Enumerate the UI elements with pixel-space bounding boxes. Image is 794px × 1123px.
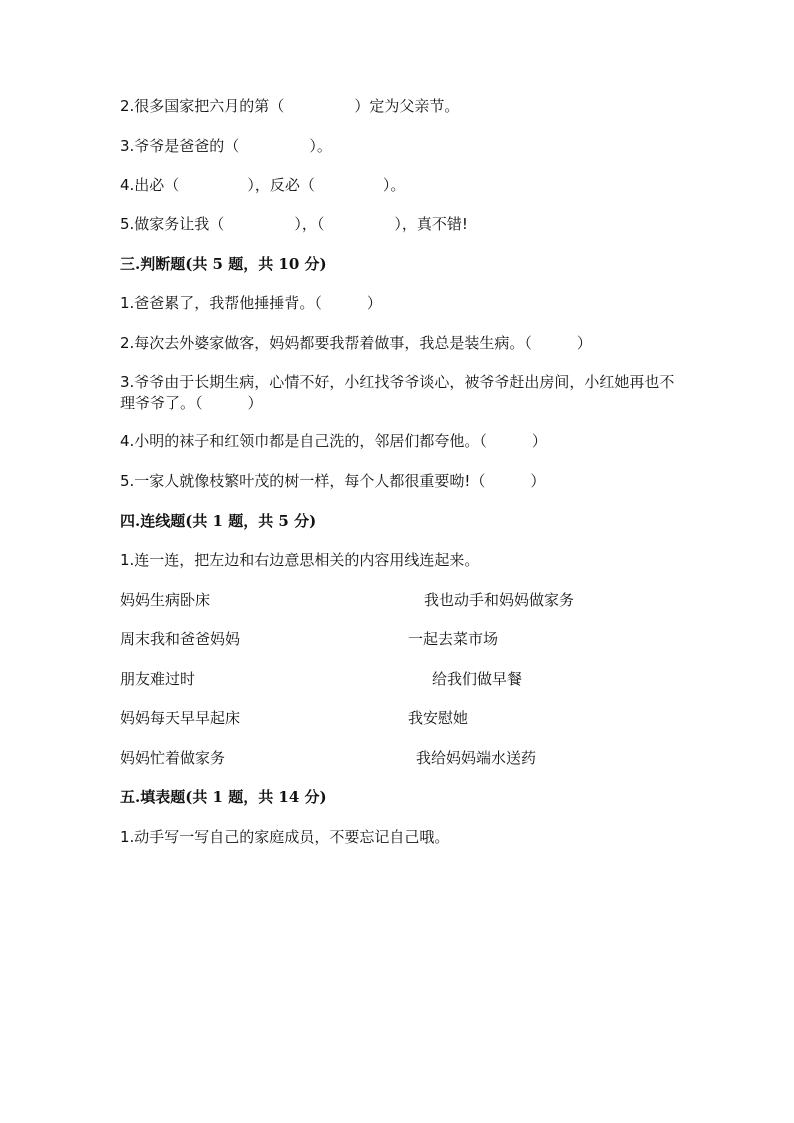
matching-right-item[interactable]: 我安慰她 — [408, 709, 469, 727]
judgment-item-1: 1.爸爸累了，我帮他捶捶背。（ ） — [120, 294, 382, 312]
matching-left-item[interactable]: 妈妈生病卧床 — [120, 591, 211, 609]
table-instruction: 1.动手写一写自己的家庭成员，不要忘记自己哦。 — [120, 828, 450, 846]
matching-right-item[interactable]: 我给妈妈端水送药 — [416, 749, 537, 767]
judgment-item-3: 3.爷爷由于长期生病，心情不好，小红找爷爷谈心，被爷爷赶出房间，小红她再也不理爷爷了。（ ） — [120, 373, 675, 412]
judgment-item-4: 4.小明的袜子和红领巾都是自己洗的，邻居们都夸他。（ ） — [120, 432, 547, 450]
judgment-item-2: 2.每次去外婆家做客，妈妈都要我帮着做事，我总是装生病。（ ） — [120, 334, 592, 352]
section-heading-matching: 四.连线题(共 1 题，共 5 分) — [120, 512, 317, 530]
matching-right-item[interactable]: 一起去菜市场 — [408, 630, 499, 648]
matching-left-item[interactable]: 周末我和爸爸妈妈 — [120, 630, 241, 648]
fill-question-5: 5.做家务让我（ ），（ ），真不错! — [120, 215, 468, 233]
section-heading-judgment: 三.判断题(共 5 题，共 10 分) — [120, 255, 327, 273]
matching-right-item[interactable]: 我也动手和妈妈做家务 — [424, 591, 575, 609]
fill-question-2: 2.很多国家把六月的第（ ）定为父亲节。 — [120, 97, 460, 115]
matching-instruction: 1.连一连，把左边和右边意思相关的内容用线连起来。 — [120, 551, 480, 569]
matching-left-item[interactable]: 妈妈每天早早起床 — [120, 709, 241, 727]
fill-question-3: 3.爷爷是爸爸的（ ）。 — [120, 137, 332, 155]
matching-left-item[interactable]: 朋友难过时 — [120, 670, 196, 688]
matching-left-item[interactable]: 妈妈忙着做家务 — [120, 749, 226, 767]
judgment-item-5: 5.一家人就像枝繁叶茂的树一样，每个人都很重要呦!（ ） — [120, 472, 546, 490]
matching-right-item[interactable]: 给我们做早餐 — [432, 670, 523, 688]
section-heading-table: 五.填表题(共 1 题，共 14 分) — [120, 788, 327, 806]
fill-question-4: 4.出必（ ），反必（ ）。 — [120, 176, 406, 194]
